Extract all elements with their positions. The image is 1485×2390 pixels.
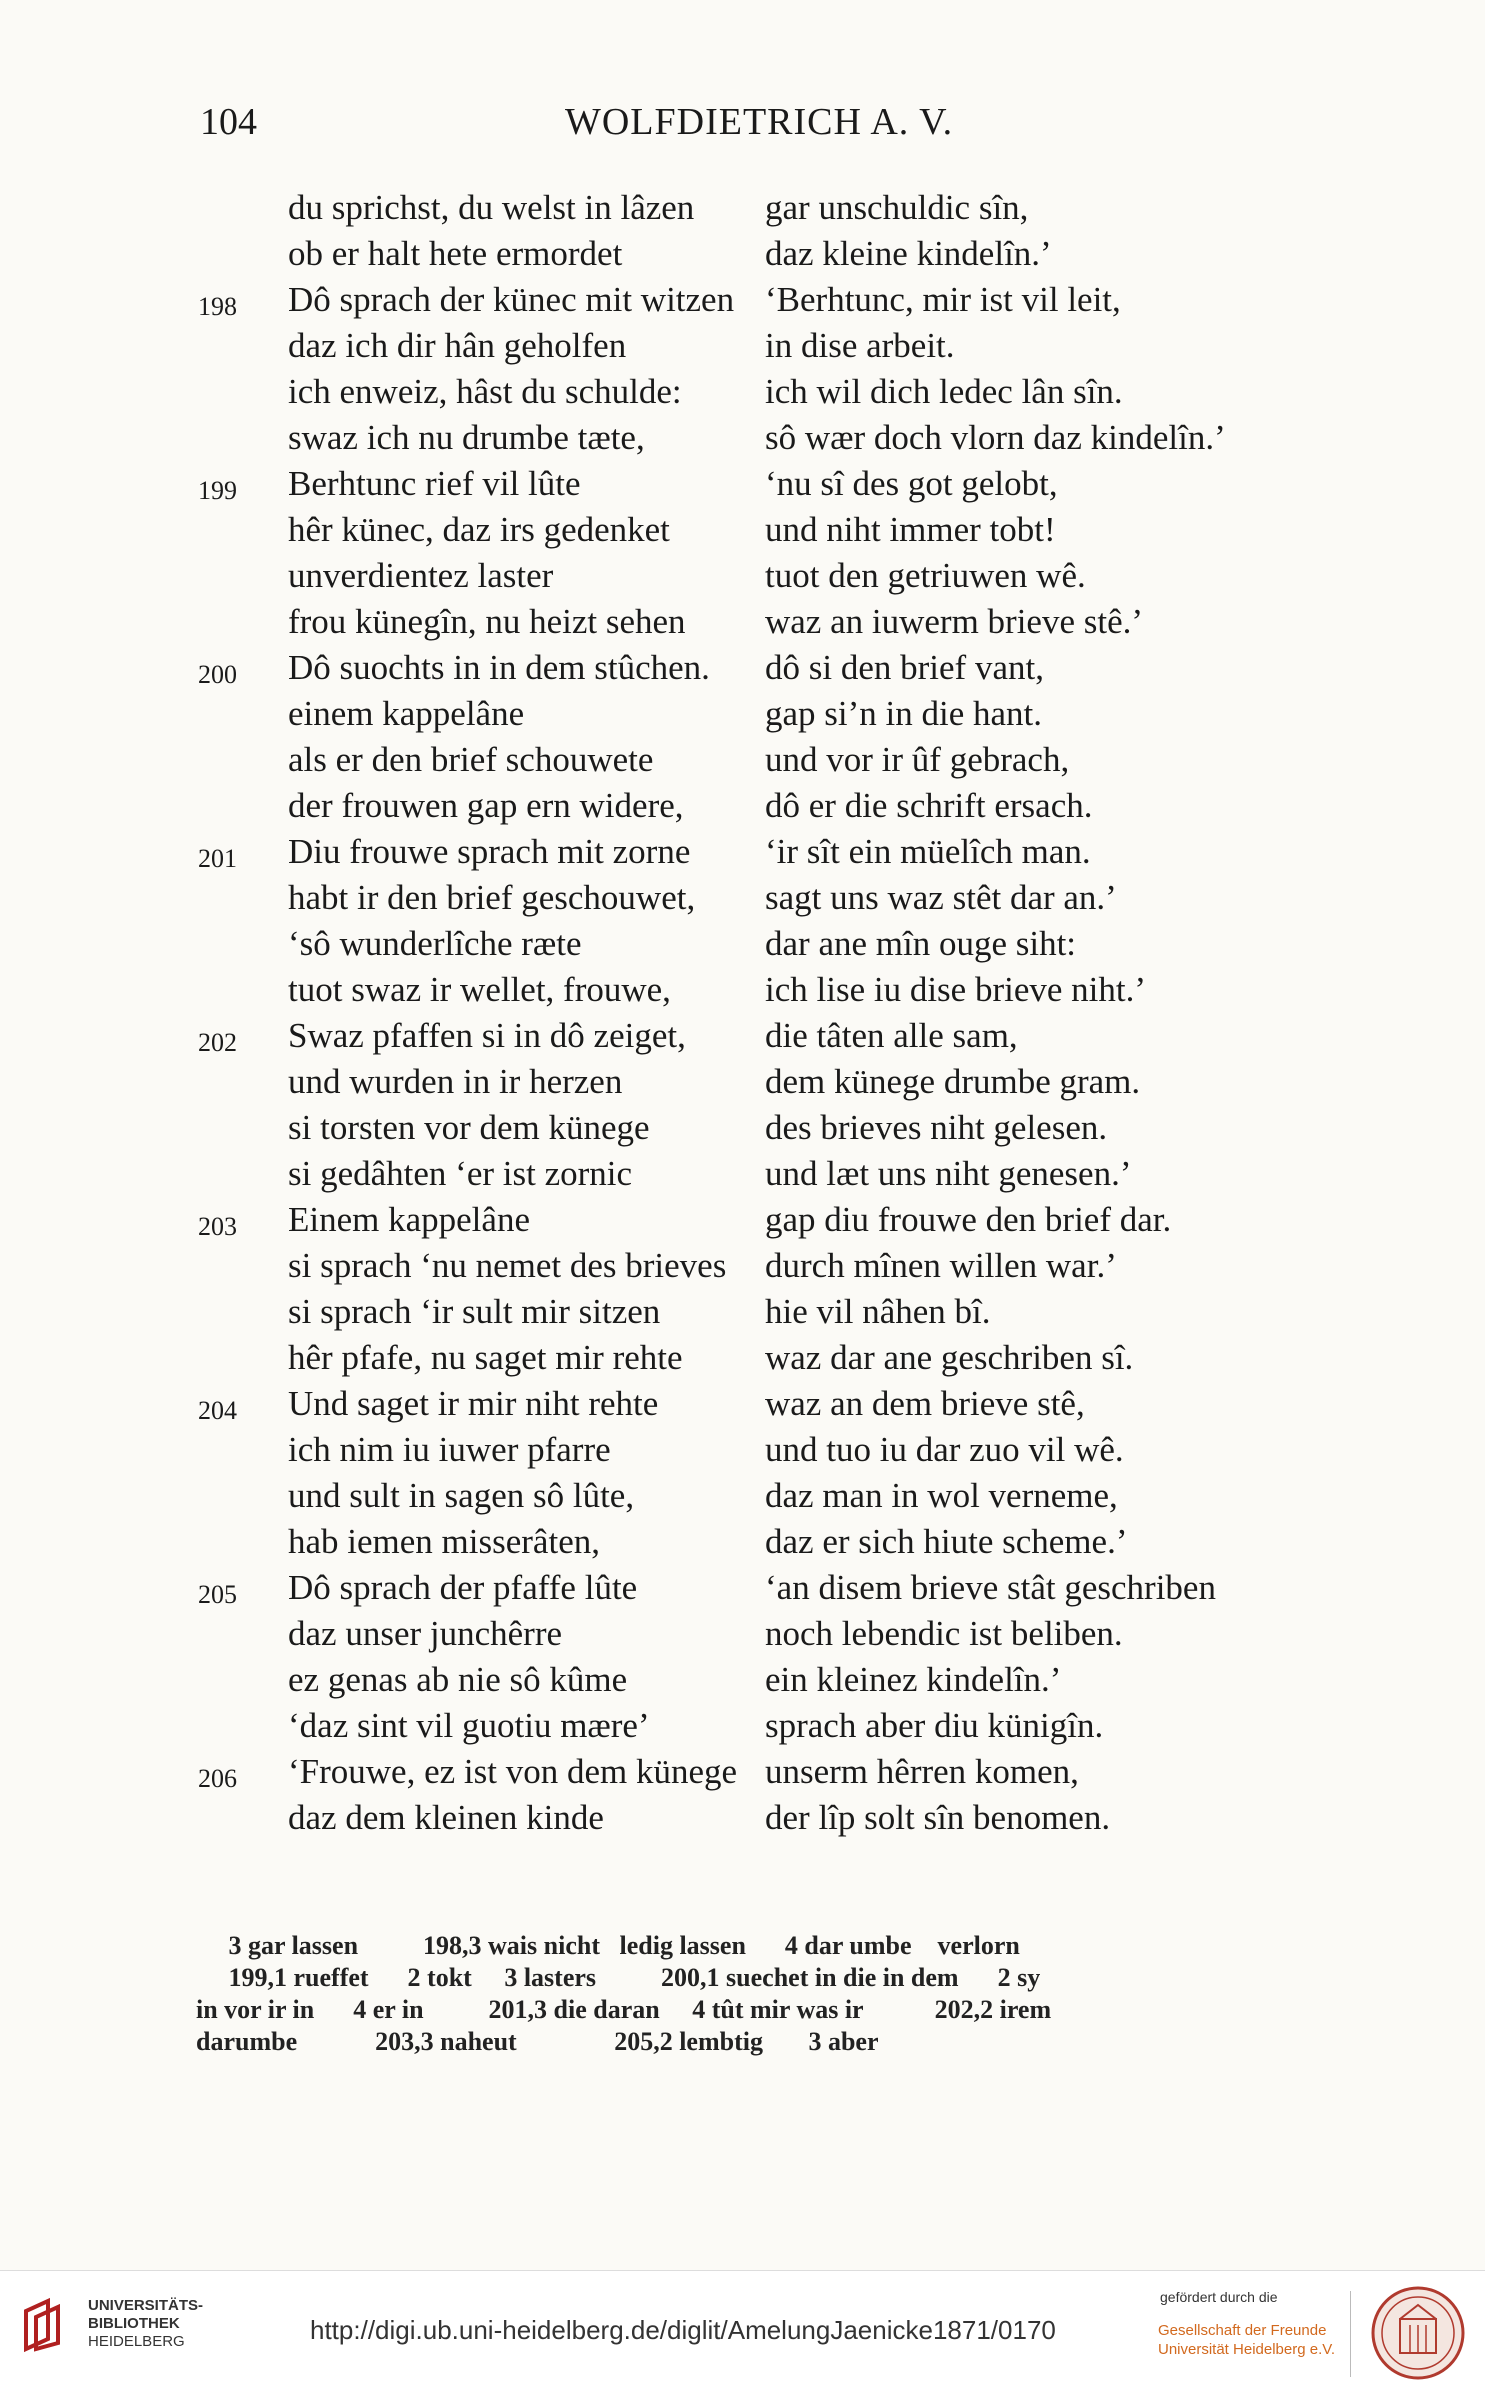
verse-line [0, 1752, 1485, 1798]
stanza-number: 204 [198, 1396, 237, 1425]
page-number: 104 [200, 101, 257, 143]
verse-first-half: ich nim iu iuwer pfarre [288, 1430, 611, 1469]
verse-line [0, 280, 1485, 326]
verse-first-half: hêr künec, daz irs gedenket [288, 510, 670, 549]
verse-first-half: tuot swaz ir wellet, frouwe, [288, 970, 671, 1009]
verse-second-half: dô si den brief vant, [765, 648, 1044, 687]
verse-line [0, 188, 1485, 234]
verse-first-half: si torsten vor dem künege [288, 1108, 650, 1147]
stanza-number: 202 [198, 1028, 237, 1057]
funded-by-label: gefördert durch die [1160, 2289, 1278, 2305]
footer-divider [1350, 2291, 1351, 2377]
verse-first-half: ‘sô wunderlîche ræte [288, 924, 582, 963]
verse-first-half: hab iemen misserâten, [288, 1522, 600, 1561]
verse-second-half: waz an dem brieve stê, [765, 1384, 1085, 1423]
verse-first-half: si gedâhten ‘er ist zornic [288, 1154, 633, 1193]
verse-line [0, 1660, 1485, 1706]
verse-line [0, 1798, 1485, 1844]
verse-first-half: Swaz pfaffen si in dô zeiget, [288, 1016, 686, 1055]
verse-second-half: sô wær doch vlorn daz kindelîn.’ [765, 418, 1226, 457]
verse-first-half: ‘daz sint vil guotiu mære’ [288, 1706, 650, 1745]
verse-first-half: daz ich dir hân geholfen [288, 326, 627, 365]
stanza-number: 206 [198, 1764, 237, 1793]
verse-second-half: in dise arbeit. [765, 326, 955, 365]
verse-line [0, 1016, 1485, 1062]
verse-second-half: sagt uns waz stêt dar an.’ [765, 878, 1117, 917]
verse-line [0, 648, 1485, 694]
stanza-number: 200 [198, 660, 237, 689]
verse-second-half: sprach aber diu künigîn. [765, 1706, 1104, 1745]
verse-line [0, 1292, 1485, 1338]
verse-first-half: und wurden in ir herzen [288, 1062, 623, 1101]
verse-line [0, 1108, 1485, 1154]
verse-line [0, 1614, 1485, 1660]
verse-line [0, 372, 1485, 418]
verse-first-half: swaz ich nu drumbe tæte, [288, 418, 645, 457]
verse-line [0, 832, 1485, 878]
verse-second-half: hie vil nâhen bî. [765, 1292, 991, 1331]
footnote-line: 199,1 rueffet 2 tokt 3 lasters 200,1 suechet in die in dem 2 sy [196, 1963, 1041, 1992]
verse-first-half: Berhtunc rief vil lûte [288, 464, 581, 503]
verse-first-half: Dô suochts in in dem stûchen. [288, 648, 710, 687]
stanza-number: 198 [198, 292, 237, 321]
verse-line [0, 1476, 1485, 1522]
verse-text [0, 188, 1485, 1844]
verse-second-half: waz an iuwerm brieve stê.’ [765, 602, 1144, 641]
verse-first-half: der frouwen gap ern widere, [288, 786, 684, 825]
verse-second-half: gar unschuldic sîn, [765, 188, 1029, 227]
verse-line [0, 694, 1485, 740]
running-title: WOLFDIETRICH A. V. [565, 101, 954, 143]
verse-first-half: unverdientez laster [288, 556, 554, 595]
verse-second-half: waz dar ane geschriben sî. [765, 1338, 1134, 1377]
verse-second-half: ‘an disem brieve stât geschriben [765, 1568, 1216, 1607]
verse-first-half: Einem kappelâne [288, 1200, 530, 1239]
verse-second-half: dem künege drumbe gram. [765, 1062, 1141, 1101]
page-header [0, 100, 1485, 150]
verse-line [0, 510, 1485, 556]
library-name: UNIVERSITÄTS- BIBLIOTHEK HEIDELBERG [88, 2297, 204, 2350]
verse-second-half: gap diu frouwe den brief dar. [765, 1200, 1172, 1239]
verse-first-half: frou künegîn, nu heizt sehen [288, 602, 686, 641]
verse-line [0, 924, 1485, 970]
verse-first-half: daz unser junchêrre [288, 1614, 563, 1653]
verse-first-half: si sprach ‘ir sult mir sitzen [288, 1292, 661, 1331]
verse-line [0, 970, 1485, 1016]
verse-line [0, 1338, 1485, 1384]
verse-line [0, 556, 1485, 602]
verse-second-half: dô er die schrift ersach. [765, 786, 1093, 825]
source-url-link[interactable]: http://digi.ub.uni-heidelberg.de/diglit/AmelungJaenicke1871/0170 [310, 2315, 1056, 2345]
verse-first-half: ob er halt hete ermordet [288, 234, 623, 273]
verse-line [0, 1062, 1485, 1108]
verse-first-half: daz dem kleinen kinde [288, 1798, 604, 1837]
verse-second-half: die tâten alle sam, [765, 1016, 1018, 1055]
verse-first-half: ‘Frouwe, ez ist von dem künege [288, 1752, 738, 1791]
verse-first-half: als er den brief schouwete [288, 740, 654, 779]
verse-first-half: du sprichst, du welst in lâzen [288, 188, 695, 227]
verse-second-half: durch mînen willen war.’ [765, 1246, 1117, 1285]
verse-line [0, 1706, 1485, 1752]
stanza-number: 205 [198, 1580, 237, 1609]
verse-first-half: und sult in sagen sô lûte, [288, 1476, 635, 1515]
verse-second-half: ein kleinez kindelîn.’ [765, 1660, 1062, 1699]
stanza-number: 201 [198, 844, 237, 873]
verse-first-half: si sprach ‘nu nemet des brieves [288, 1246, 727, 1285]
footnote-line: darumbe 203,3 naheut 205,2 lembtig 3 aber [196, 2027, 879, 2056]
verse-line [0, 234, 1485, 280]
verse-second-half: noch lebendic ist beliben. [765, 1614, 1123, 1653]
stanza-number: 203 [198, 1212, 237, 1241]
verse-line [0, 1384, 1485, 1430]
verse-second-half: unserm hêrren komen, [765, 1752, 1079, 1791]
verse-second-half: dar ane mîn ouge siht: [765, 924, 1077, 963]
verse-first-half: Dô sprach der pfaffe lûte [288, 1568, 638, 1607]
verse-line [0, 1430, 1485, 1476]
library-logo-icon [18, 2293, 82, 2357]
verse-line [0, 1154, 1485, 1200]
university-seal-icon [1370, 2285, 1466, 2381]
verse-second-half: und vor ir ûf gebrach, [765, 740, 1070, 779]
verse-second-half: und niht immer tobt! [765, 510, 1056, 549]
verse-line [0, 464, 1485, 510]
footnote-line: in vor ir in 4 er in 201,3 die daran 4 tût mir was ir 202,2 irem [196, 1995, 1052, 2024]
verse-line [0, 418, 1485, 464]
verse-line [0, 1200, 1485, 1246]
verse-line [0, 1522, 1485, 1568]
verse-line [0, 1246, 1485, 1292]
verse-first-half: Diu frouwe sprach mit zorne [288, 832, 691, 871]
verse-second-half: des brieves niht gelesen. [765, 1108, 1108, 1147]
verse-first-half: ez genas ab nie sô kûme [288, 1660, 628, 1699]
verse-second-half: ich lise iu dise brieve niht.’ [765, 970, 1147, 1009]
verse-line [0, 602, 1485, 648]
verse-line [0, 878, 1485, 924]
verse-second-half: daz er sich hiute scheme.’ [765, 1522, 1128, 1561]
digitization-footer [0, 2270, 1485, 2390]
footnotes [196, 1930, 1306, 2058]
verse-first-half: ich enweiz, hâst du schulde: [288, 372, 682, 411]
verse-first-half: Und saget ir mir niht rehte [288, 1384, 659, 1423]
verse-second-half: ich wil dich ledec lân sîn. [765, 372, 1123, 411]
verse-second-half: daz kleine kindelîn.’ [765, 234, 1052, 273]
verse-second-half: und læt uns niht genesen.’ [765, 1154, 1132, 1193]
verse-first-half: Dô sprach der künec mit witzen [288, 280, 735, 319]
verse-line [0, 786, 1485, 832]
verse-first-half: einem kappelâne [288, 694, 525, 733]
verse-second-half: ‘ir sît ein müelîch man. [765, 832, 1091, 871]
verse-second-half: ‘Berhtunc, mir ist vil leit, [765, 280, 1121, 319]
verse-line [0, 1568, 1485, 1614]
verse-second-half: gap si’n in die hant. [765, 694, 1043, 733]
stanza-number: 199 [198, 476, 237, 505]
verse-second-half: daz man in wol verneme, [765, 1476, 1118, 1515]
verse-second-half: tuot den getriuwen wê. [765, 556, 1086, 595]
verse-line [0, 326, 1485, 372]
verse-first-half: hêr pfafe, nu saget mir rehte [288, 1338, 683, 1377]
footnote-line: 3 gar lassen 198,3 wais nicht ledig lassen 4 dar umbe verlorn [196, 1931, 1020, 1960]
verse-second-half: und tuo iu dar zuo vil wê. [765, 1430, 1124, 1469]
verse-first-half: habt ir den brief geschouwet, [288, 878, 696, 917]
verse-second-half: ‘nu sî des got gelobt, [765, 464, 1058, 503]
verse-second-half: der lîp solt sîn benomen. [765, 1798, 1111, 1837]
verse-line [0, 740, 1485, 786]
society-name: Gesellschaft der Freunde Universität Heidelberg e.V. [1158, 2322, 1336, 2358]
